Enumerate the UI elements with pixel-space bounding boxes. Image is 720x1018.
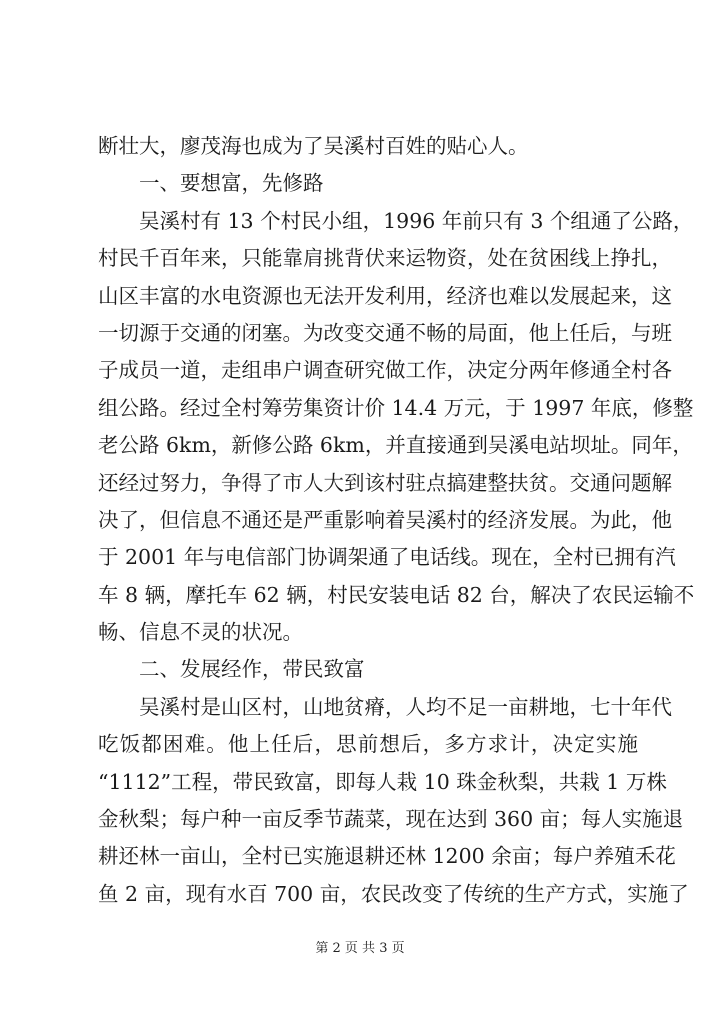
page-number-footer: 第 2 页 共 3 页: [315, 941, 405, 956]
paragraph-line: 山区丰富的水电资源也无法开发利用，经济也难以发展起来，这: [98, 283, 672, 308]
paragraph-line: 吃饭都困难。他上任后，思前想后，多方求计，决定实施: [98, 732, 638, 757]
section-heading: 二、发展经作，带民致富: [139, 657, 365, 682]
body-text: [98, 128, 695, 913]
paragraph-line: 一切源于交通的闭塞。为改变交通不畅的局面，他上任后，与班: [98, 320, 672, 345]
paragraph-line: 鱼 2 亩，现有水百 700 亩，农民改变了传统的生产方式，实施了: [98, 881, 689, 906]
paragraph-line: 于 2001 年与电信部门协调架通了电话线。现在，全村已拥有汽: [98, 545, 676, 570]
paragraph-line: 村民千百年来，只能靠肩挑背伏来运物资，处在贫困线上挣扎，: [98, 246, 672, 271]
paragraph-line: 金秋梨；每户种一亩反季节蔬菜，现在达到 360 亩；每人实施退: [98, 807, 684, 832]
paragraph-line: 还经过努力，争得了市人大到该村驻点搞建整扶贫。交通问题解: [98, 470, 672, 495]
section-heading: 一、要想富，先修路: [139, 171, 324, 196]
paragraph-line: 子成员一道，走组串户调查研究做工作，决定分两年修通全村各: [98, 358, 672, 383]
paragraph-line: 决了，但信息不通还是严重影响着吴溪村的经济发展。为此，他: [98, 507, 672, 532]
paragraph-line: “1112”工程，带民致富，即每人栽 10 珠金秋梨，共栽 1 万株: [98, 769, 667, 794]
paragraph-line: 组公路。经过全村筹劳集资计价 14.4 万元，于 1997 年底，修整: [98, 395, 694, 420]
paragraph-line: 吴溪村有 13 个村民小组，1996 年前只有 3 个组通了公路，: [139, 208, 694, 233]
paragraph-line: 断壮大，廖茂海也成为了吴溪村百姓的贴心人。: [98, 134, 529, 158]
paragraph-line: 吴溪村是山区村，山地贫瘠，人均不足一亩耕地，七十年代: [139, 694, 672, 719]
paragraph-line: 耕还林一亩山，全村已实施退耕还林 1200 余亩；每户养殖禾花: [98, 844, 676, 869]
paragraph-line: 畅、信息不灵的状况。: [98, 620, 303, 645]
paragraph-line: 老公路 6km，新修公路 6km，并直接通到吴溪电站坝址。同年，: [98, 433, 693, 458]
paragraph-line: 车 8 辆，摩托车 62 辆，村民安装电话 82 台，解决了农民运输不: [98, 582, 695, 607]
